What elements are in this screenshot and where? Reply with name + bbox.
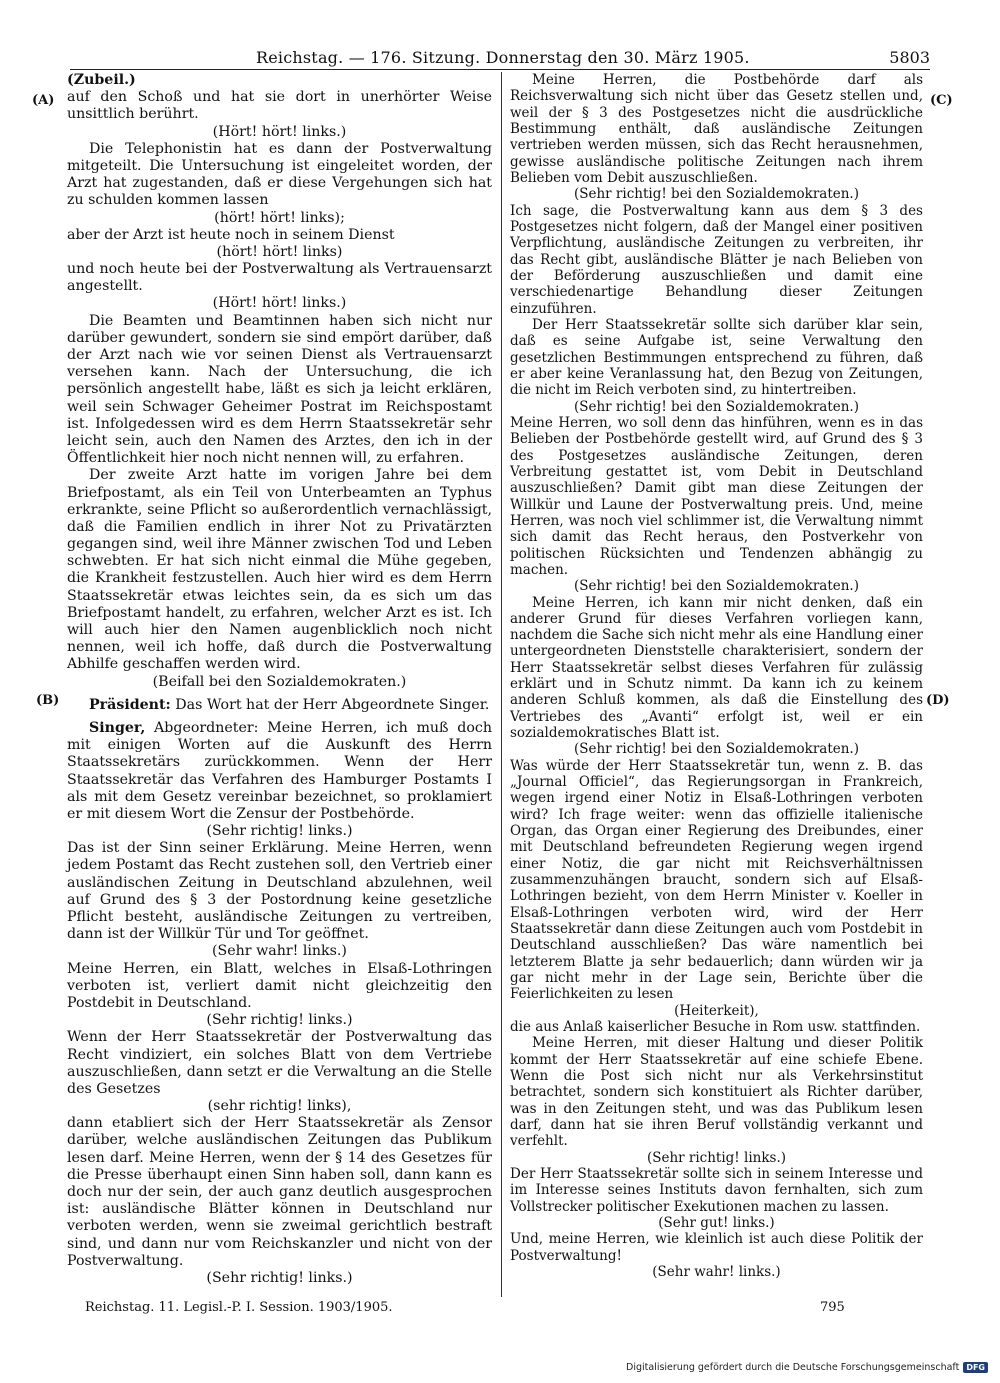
footer-session-info: Reichstag. 11. Legisl.-P. I. Session. 1903/1905. <box>85 1300 393 1315</box>
paragraph: und noch heute bei der Postverwaltung als Vertrauensarzt angestellt. <box>67 261 492 295</box>
interjection: (sehr richtig! links), <box>207 1098 352 1115</box>
paragraph: die aus Anlaß kaiserlicher Besuche in Rom usw. stattfinden. <box>510 1019 921 1036</box>
footer-sheet-number: 795 <box>820 1300 845 1315</box>
paragraph: Und, meine Herren, wie kleinlich ist auch diese Politik der Postverwaltung! <box>510 1231 923 1264</box>
interjection: (Sehr richtig! links.) <box>206 1269 353 1286</box>
interjection: (Sehr richtig! links.) <box>206 1012 353 1029</box>
speaker-name: Singer, <box>89 719 146 736</box>
paragraph: Was würde der Herr Staatssekretär tun, wenn z. B. das „Journal Officiel“, das Regierungsorgan in Frankreich, wegen irgend einer Notiz in Elsaß-Lothringen verboten wird? Ich frage weiter: wenn das offizielle italienische Organ, das Organ einer Regierung des Dreibundes, einer mit Deutschland befreundeten Regierung wegen irgend einer Notiz, die gar nicht mit Reichsverhältnissen zusammenzuhängen braucht, sondern sich auf Elsaß-Lothringen bezieht, von dem Herrn Minister v. Koeller in Elsaß-Lothringen verboten wird, wird der Herr Staatssekretär dann diese Zeitungen auch vom Postdebit in Deutschland ausschließen? Das wäre namentlich bei letzterem Blatte ja sehr bedauerlich; dann würden wir ja gar nicht mehr in der Lage sein, Berichte über die Feierlichkeiten zu lesen <box>510 757 923 1003</box>
margin-marker-c: (C) <box>930 93 953 108</box>
paragraph: Meine Herren, wo soll denn das hinführen, wenn es in das Belieben der Postbehörde gestellt wird, auf Grund des § 3 des Postgesetzes ausländische Zeitungen, deren Verbreitung gestattet ist, vom Debit in Deutschland auszuschließen? Damit gibt man diese Zeitungen der Willkür und Laune der Postverwaltung preis. Und, meine Herren, was noch viel schlimmer ist, die Verwaltung nimmt sich damit das Recht heraus, den Postverkehr von politischen Rücksichten und Tendenzen abhängig zu machen. <box>510 414 923 578</box>
interjection: (Sehr richtig! links.) <box>206 823 353 840</box>
running-title: Reichstag. — 176. Sitzung. Donnerstag den 30. März 1905. <box>256 48 750 67</box>
paragraph: Der Herr Staatssekretär sollte sich in seinem Interesse und im Interesse seines Instituts davon fernhalten, sich zum Vollstrecker politischer Exekutionen machen zu lassen. <box>510 1165 923 1215</box>
paragraph: Die Beamten und Beamtinnen haben sich nicht nur darüber gewundert, sondern sie sind empört darüber, daß der Arzt nach wie vor seinen Dienst als Vertrauensarzt versehen kann. Nach der Untersuchung, die ich persönlich angestellt habe, läßt es sich ja leicht erklären, weil sein Schwager Geheimer Postrat im Reichspostamt ist. Infolgedessen wird es dem Herrn Staatssekretär sehr leicht sein, auch den Namen des Arztes, den ich in der Öffentlichkeit hier noch nicht nennen will, zu erfahren. <box>67 312 492 467</box>
paragraph: Der zweite Arzt hatte im vorigen Jahre bei dem Briefpostamt, als ein Teil von Unterbeamten an Typhus erkrankte, seine Pflicht so außerordentlich vernachlässigt, daß die Familien endlich in ihrer Not zu Privatärzten gegangen sind, weil ihre Männer zwischen Tod und Leben schwebten. Er hat sich nicht einmal die Mühe gegeben, die Krankheit festzustellen. Auch hier wird es dem Herrn Staatssekretär etwas leichtes sein, da es sich um das Briefpostamt handelt, zu erfahren, welcher Arzt es ist. Ich will auch hier den Namen augenblicklich noch nicht nennen, weil ich hoffe, daß durch die Postverwaltung Abhilfe geschaffen werden wird. <box>67 467 492 673</box>
credit-text: Digitalisierung gefördert durch die Deutsche Forschungsgemeinschaft <box>626 1362 960 1373</box>
interjection: (Sehr gut! links.) <box>658 1214 775 1231</box>
paragraph: auf den Schoß und hat sie dort in unerhörter Weise unsittlich berührt. <box>67 89 492 123</box>
paragraph: Meine Herren, ich kann mir nicht denken, daß ein anderer Grund für dieses Verfahren vorliegen kann, nachdem die Sache sich nicht mehr als eine Handlung einer untergeordneten Dienststelle charakterisiert, sondern der Herr Staatssekretär selbst dieses Verfahren für zulässig erklärt und in Schutz nimmt. Da kann ich zu keinem anderen Schluß kommen, als daß die Einstellung des Vertriebes des „Avanti“ erfolgt ist, weil er ein sozialdemokratisches Blatt ist. <box>510 594 923 742</box>
statement-text: Das Wort hat der Herr Abgeordnete Singer. <box>175 696 490 713</box>
page-number: 5803 <box>889 48 930 67</box>
interjection: (Hört! hört! links.) <box>212 295 347 312</box>
paragraph: dann etabliert sich der Herr Staatssekretär als Zensor darüber, welche ausländischen Zeitungen das Publikum lesen darf. Meine Herren, wenn der § 14 des Gesetzes für die Presse überhaupt einen Sinn haben soll, dann kann es doch nur der sein, der auch ganz deutlich ausgesprochen ist: ausländische Blätter können in Deutschland nur verboten werden, wenn sie zweimal gerichtlich bestraft sind, und dann nur vom Reichskanzler und nicht von der Postverwaltung. <box>67 1115 492 1269</box>
interjection: (Sehr richtig! bei den Sozialdemokraten.) <box>573 578 859 595</box>
margin-marker-d: (D) <box>926 693 950 708</box>
president-statement <box>67 697 492 714</box>
interjection: (Beifall bei den Sozialdemokraten.) <box>152 673 407 690</box>
page-header <box>70 46 930 70</box>
header-rule <box>70 69 930 70</box>
interjection: (Heiterkeit), <box>674 1002 759 1019</box>
interjection: (Sehr richtig! bei den Sozialdemokraten.) <box>573 186 859 203</box>
paragraph: Das ist der Sinn seiner Erklärung. Meine Herren, wenn jedem Postamt das Recht zustehen soll, den Vertrieb einer ausländischen Zeitung in Deutschland abzulehnen, weil auf Grund des § 3 der Postordnung keine gesetzliche Pflicht besteht, ausländische Zeitungen zu vertreiben, dann ist der Willkür Tür und Tor geöffnet. <box>67 840 492 943</box>
right-column <box>510 72 923 1280</box>
left-column <box>67 72 492 1287</box>
interjection: (hört! hört! links) <box>216 243 343 260</box>
speaker-continuation: (Zubeil.) <box>67 72 136 88</box>
digitization-credit <box>626 1362 988 1373</box>
interjection: (Sehr wahr! links.) <box>652 1263 781 1280</box>
statement-text: Abgeordneter: Meine Herren, ich muß doch mit einigen Worten auf die Auskunft des Herrn Staatssekretärs zurückkommen. Wenn der Herr Staatssekretär das Verfahren des Hamburger Postamts I als mit dem Gesetz vereinbar bezeichnet, so proklamiert er mit diesem Wort die Zensur der Postbehörde. <box>67 719 493 822</box>
column-divider <box>501 72 502 1297</box>
paragraph: Der Herr Staatssekretär sollte sich darüber klar sein, daß es seine Aufgabe ist, seine Verwaltung den gesetzlichen Bestimmungen entsprechend zu führen, daß er aber keine Veranlassung hat, den Bezug von Zeitungen, die nicht im Reich verboten sind, zu hintertreiben. <box>510 316 923 399</box>
dfg-logo-icon: DFG <box>963 1362 988 1373</box>
margin-marker-a: (A) <box>32 93 55 108</box>
speech-start <box>67 720 492 823</box>
paragraph: Meine Herren, mit dieser Haltung und dieser Politik kommt der Herr Staatssekretär auf eine schiefe Ebene. Wenn die Post sich nicht nur als Verkehrsinstitut betrachtet, sondern sich konstituiert als Richter darüber, was in den Zeitungen steht, und was das Publikum lesen darf, dann hat sie ihren Beruf vollständig verkannt und verfehlt. <box>510 1035 923 1150</box>
interjection: (Sehr richtig! links.) <box>646 1149 787 1166</box>
interjection: (Hört! hört! links.) <box>212 123 347 140</box>
paragraph: Meine Herren, die Postbehörde darf als Reichsverwaltung sich nicht über das Gesetz stellen und, weil der § 3 des Postgesetzes nicht die ausdrückliche Bestimmung enthält, daß ausländische Zeitungen vertrieben werden müssen, sich das Recht herausnehmen, gewisse ausländische politische Zeitungen nach ihrem Belieben vom Debit auszuschließen. <box>510 72 923 186</box>
interjection: (hört! hört! links); <box>214 209 345 226</box>
interjection: (Sehr richtig! bei den Sozialdemokraten.) <box>573 741 859 758</box>
margin-marker-b: (B) <box>36 693 60 708</box>
paragraph: Ich sage, die Postverwaltung kann aus dem § 3 des Postgesetzes nicht folgern, daß der Mangel einer positiven Verpflichtung, ausländische Zeitungen zu verbreiten, ihr das Recht gibt, ausländische Blätter je nach Belieben von der Beförderung auszuschließen und damit eine verschiedenartige Behandlung dieser Zeitungen einzuführen. <box>510 202 923 317</box>
paragraph: Meine Herren, ein Blatt, welches in Elsaß-Lothringen verboten ist, verliert damit nicht gleichzeitig den Postdebit in Deutschland. <box>67 960 492 1011</box>
paragraph: Wenn der Herr Staatssekretär der Postverwaltung das Recht vindiziert, ein solches Blatt von dem Vertriebe auszuschließen, dann setzt er die Verwaltung an die Stelle des Gesetzes <box>67 1029 492 1097</box>
speaker-name: Präsident: <box>89 696 171 713</box>
paragraph: Die Telephonistin hat es dann der Postverwaltung mitgeteilt. Die Untersuchung ist eingeleitet worden, der Arzt hat zugestanden, daß er diese Vergehungen sich hat zu schulden kommen lassen <box>67 140 492 209</box>
paragraph: aber der Arzt ist heute noch in seinem Dienst <box>67 226 395 243</box>
interjection: (Sehr wahr! links.) <box>212 943 347 960</box>
interjection: (Sehr richtig! bei den Sozialdemokraten.) <box>573 398 859 415</box>
